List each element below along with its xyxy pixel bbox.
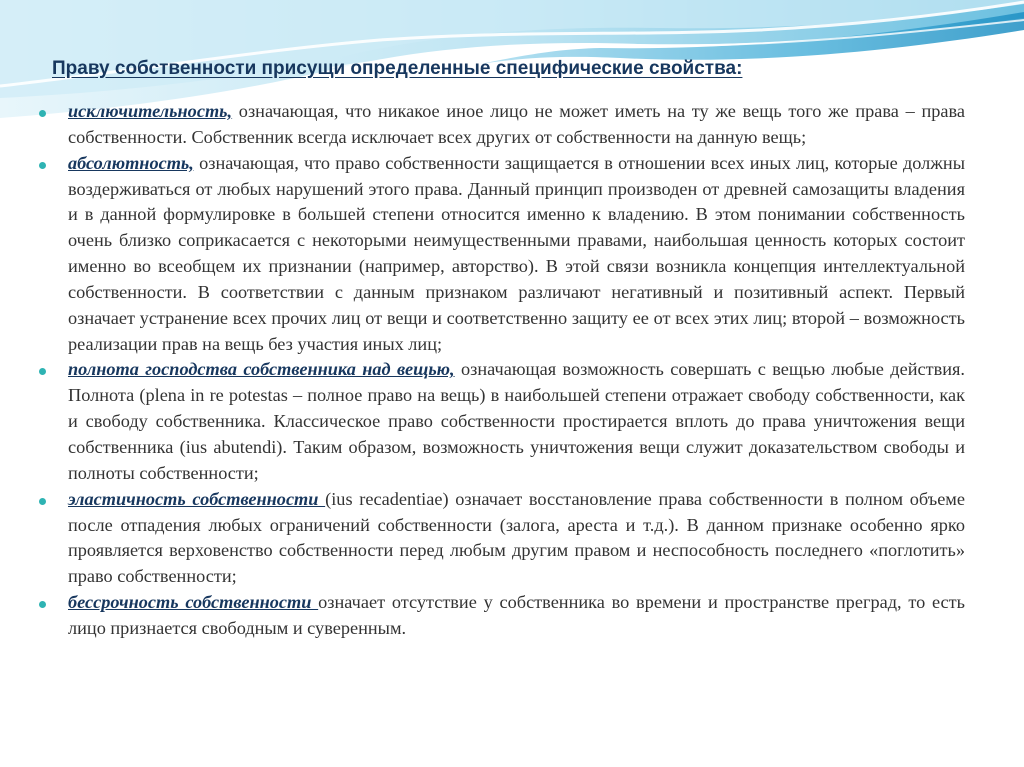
item-text: (ius recadentiae) означает восстановление права собственности в полном объеме после отпадения любых ограничений собственности (залога, ареста и т.д.). В данном признаке особенно ярко проявляется верховенство собственности перед любым другим правом и неспособность последнего «поглотить» право собственности; [68, 488, 965, 587]
item-term: абсолютность, [68, 152, 194, 173]
item-text: означающая, что право собственности защищается в отношении всех иных лиц, которые должны воздерживаться от любых нарушений этого права. Данный принцип производен от древней самозащиты владения и в данной формулировке в большей степени относится именно к владению. В этом понимании собственность очень близко соприкасается с некоторыми неимущественными правами, наибольшая ценность которых состоит именно во всеобщем их признании (например, авторство). В этой связи возникла концепция интеллектуальной собственности. В соответствии с данным признаком различают негативный и позитивный аспект. Первый означает устранение всех прочих лиц от вещи и соответственно защиту ее от всех этих лиц; второй – возможность реализации прав на вещь без участия иных лиц; [68, 152, 965, 354]
bullet-icon [39, 110, 46, 117]
item-text: означающая возможность совершать с вещью любые действия. Полнота (plena in re potestas – полное право на вещь) в наибольшей степени отражает свободу собственности, как и свободу собственника. Классическое право собственности простирается вплоть до права уничтожения вещи собственника (ius abutendi). Таким образом, возможность уничтожения вещи служит доказательством свободы и полноты собственности; [68, 359, 965, 483]
list-item-perpetuity [68, 590, 965, 642]
item-text: означающая, что никакое иное лицо не может иметь на ту же вещь того же права – права собственности. Собственник всегда исключает всех других от собственности на данную вещь; [68, 101, 965, 147]
item-term: исключительность, [68, 101, 233, 121]
item-term: эластичность собственности [68, 488, 326, 509]
item-term: бессрочность собственности [68, 592, 319, 613]
bullet-icon [39, 368, 46, 375]
bullet-icon [39, 162, 46, 169]
slide-title: Праву собственности присущи определенные специфические свойства: [52, 58, 743, 79]
bullet-icon [39, 498, 46, 505]
list-item-exclusivity [68, 99, 965, 151]
item-text: означает отсутствие у собственника во времени и пространстве преград, то есть лицо признается свободным и суверенным. [68, 592, 965, 638]
list-item-elasticity [68, 487, 965, 590]
item-term: полнота господства собственника над вещью, [68, 359, 455, 380]
list-item-absoluteness [68, 151, 965, 358]
list-item-completeness [68, 357, 965, 486]
bullet-icon [39, 601, 46, 608]
properties-list [68, 99, 965, 642]
